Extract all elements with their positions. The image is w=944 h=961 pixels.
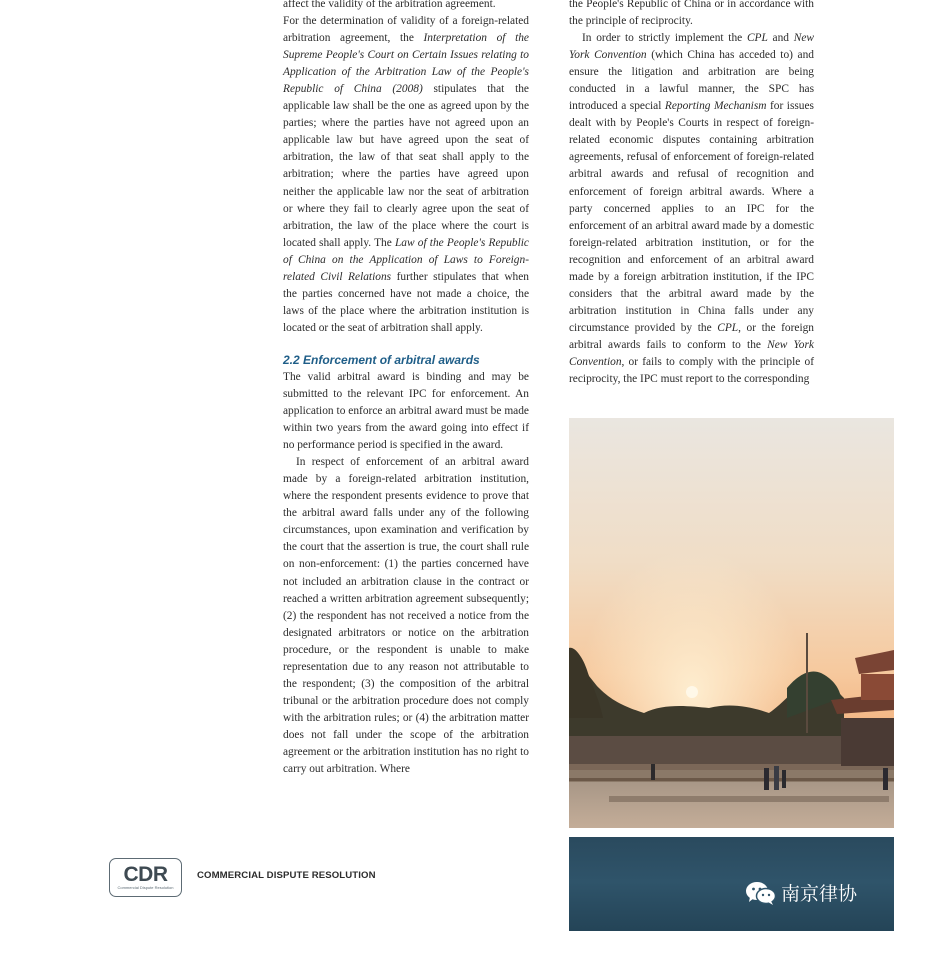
law-citation: Law of the People's Republic of China on the Application of Laws to Foreign-related Civil Relations bbox=[283, 236, 529, 283]
left-text-column bbox=[283, 0, 529, 778]
paragraph-reporting-mechanism: In order to strictly implement the CPL and New York Convention (which China has acceded to) and ensure the litigation and arbitration are being conducted in a lawful manner, the SPC has introduced a special Reporting Mechanism for issues dealt with by People's Courts in respect of foreign-related economic disputes containing arbitration agreements, refusal of enforcement of foreign-related arbitral awards and refusal of recognition and enforcement of foreign arbitral awards. Where a party concerned applies to an IPC for the enforcement of an arbitral award made by a domestic foreign-related arbitration institution, or for the recognition and enforcement of an arbitral award made by a foreign arbitration institution, if the IPC considers that the arbitral award made by the arbitration institution in China falls under any circumstance provided by the CPL, or the foreign arbitral awards fails to conform to the New York Convention, or fails to comply with the principle of reciprocity, the IPC must report to the corresponding bbox=[569, 32, 814, 386]
right-text-column bbox=[569, 0, 814, 388]
paragraph: The valid arbitral award is binding and may be submitted to the relevant IPC for enforcement. An application to enforce an arbitral award must be made within two years from the award going into effect if no performance period is specified in the award. bbox=[283, 370, 529, 452]
account-name: 南京律协 bbox=[781, 883, 858, 905]
logo-text: CDR bbox=[123, 863, 168, 886]
wechat-watermark bbox=[745, 879, 857, 906]
wechat-icon bbox=[745, 880, 777, 906]
publication-name: COMMERCIAL DISPUTE RESOLUTION bbox=[197, 870, 376, 881]
logo-subtitle: Commercial Dispute Resolution bbox=[117, 885, 174, 890]
paragraph: the People's Republic of China or in accordance with the principle of reciprocity. bbox=[569, 0, 814, 28]
paragraph: affect the validity of the arbitration agreement. bbox=[283, 0, 496, 10]
account-banner bbox=[569, 837, 894, 931]
sunset-palace-photo bbox=[569, 418, 894, 828]
section-heading: 2.2 Enforcement of arbitral awards bbox=[283, 352, 480, 367]
paragraph: In respect of enforcement of an arbitral award made by a foreign-related arbitration institution, where the respondent presents evidence to prove that the arbitral award falls under any of the following circumstances, upon examination and verification by the court that the assertion is true, the court shall rule on non-enforcement: (1) the parties concerned have not included an arbitration clause in the contract or reached a written arbitration agreement subsequently; (2) the respondent has not received a notice from the designated arbitrators or notice on the arbitration procedure, or the respondent is unable to make representation due to any reason not attributable to the respondent; (3) the composition of the arbitral tribunal or the arbitration procedure does not comply with the arbitration rules; or (4) the arbitration matter does not fall under the scope of the arbitration agreement or the arbitration institution has no right to carry out arbitration. Where bbox=[283, 456, 529, 776]
paragraph-applicable-law: For the determination of validity of a foreign-related arbitration agreement, the Interpretation of the Supreme People's Court on Certain Issues relating to Application of the Arbitration Law of the People's Republic of China (2008) stipulates that the applicable law shall be the one as agreed upon by the parties; where the parties have not agreed upon an applicable law but have agreed upon the seat of arbitration, the law of that seat shall apply to the arbitration; where the parties have agreed upon neither the applicable law nor the seat of arbitration or where they fail to clearly agree upon the seat of arbitration, the law of the place where the court is located shall apply. The Law of the People's Republic of China on the Application of Laws to Foreign-related Civil Relations further stipulates that when the parties concerned have not made a choice, the laws of the place where the arbitration institution is located or the seat of arbitration shall apply. bbox=[283, 15, 529, 334]
interpretation-citation: Interpretation of the Supreme People's Court on Certain Issues relating to Application of the Arbitration Law of the People's Republic of China (2008) bbox=[283, 32, 529, 96]
cdr-logo bbox=[109, 858, 182, 897]
